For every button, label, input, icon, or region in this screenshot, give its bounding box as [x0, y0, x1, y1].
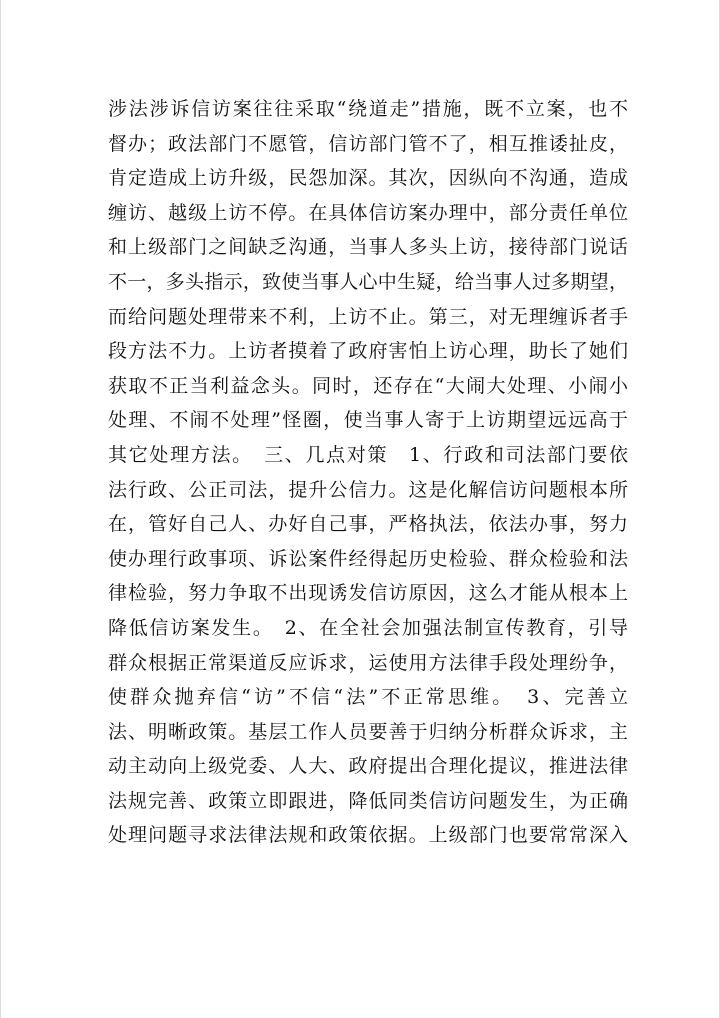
text-line-7: 而给问题处理带来不利，上访不止。第三，对无理缠诉者手 [108, 305, 628, 328]
text-line-20: 动主动向上级党委、人大、政府提出合理化提议，推进法律 [108, 755, 628, 778]
text-line-15: 律检验，努力争取不出现诱发信访原因，这么才能从根本上 [108, 582, 628, 605]
body-text [108, 92, 628, 853]
text-line-8: 段方法不力。上访者摸着了政府害怕上访心理，助长了她们 [108, 340, 628, 363]
text-line-6: 不一，多头指示，致使当事人心中生疑，给当事人过多期望， [108, 270, 628, 293]
text-line-14: 使办理行政事项、诉讼案件经得起历史检验、群众检验和法 [108, 547, 628, 570]
text-line-18: 使群众抛弃信“访”不信“法”不正常思维。 3、完善立 [108, 686, 628, 709]
text-line-13: 在，管好自己人、办好自己事，严格执法，依法办事，努力 [108, 513, 628, 536]
text-line-16: 降低信访案发生。 2、在全社会加强法制宣传教育，引导 [108, 616, 628, 639]
text-line-5: 和上级部门之间缺乏沟通，当事人多头上访，接待部门说话 [108, 236, 628, 259]
text-line-19: 法、明晰政策。基层工作人员要善于归纳分析群众诉求，主 [108, 720, 628, 743]
text-line-4: 缠访、越级上访不停。在具体信访案办理中，部分责任单位 [108, 201, 628, 224]
text-line-1: 涉法涉诉信访案往往采取“绕道走”措施，既不立案，也不 [108, 98, 628, 120]
text-line-11: 其它处理方法。 三、几点对策 1、行政和司法部门要依 [108, 443, 628, 466]
text-line-21: 法规完善、政策立即跟进，降低同类信访问题发生，为正确 [108, 789, 628, 812]
text-line-17: 群众根据正常渠道反应诉求，运使用方法律手段处理纷争， [108, 651, 628, 674]
text-line-22: 处理问题寻求法律法规和政策依据。上级部门也要常常深入 [108, 824, 628, 847]
text-line-10: 处理、不闹不处理”怪圈，使当事人寄于上访期望远远高于 [108, 409, 628, 432]
text-line-12: 法行政、公正司法，提升公信力。这是化解信访问题根本所 [108, 478, 628, 501]
text-line-9: 获取不正当利益念头。同时，还存在“大闹大处理、小闹小 [108, 374, 628, 397]
text-line-3: 肯定造成上访升级，民怨加深。其次，因纵向不沟通，造成 [108, 167, 628, 190]
text-line-2: 督办；政法部门不愿管，信访部门管不了，相互推诿扯皮， [108, 132, 628, 155]
